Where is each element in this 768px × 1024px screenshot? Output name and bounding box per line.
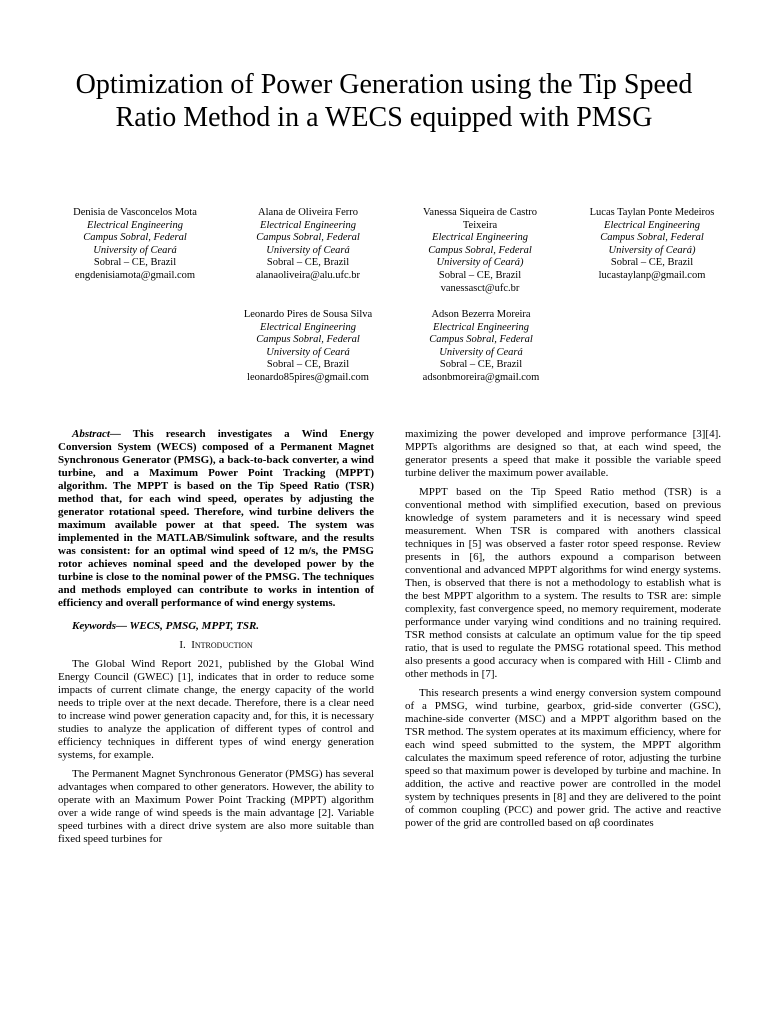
author-dept: Electrical Engineering	[432, 232, 528, 244]
paragraph: This research presents a wind energy conversion system compound of a PMSG, wind turbine, gearbox, grid-side converter (GSC), machine-side converter (MSC) and a MPPT algorithm based on the TSR method. The system operates at its maximum efficiency, where for each wind speed submitted to the system, the MPPT algorithm calculates the maximum speed reference of rotor, adjusting the turbine speed so that maximum power is developed by turbine and machine. In addition, the active and reactive power are controlled in the model system by techniques presents in [8] and they are delivered to the point of common coupling (PCC) and power grid. The active and reactive power of the grid are controlled based on αβ coordinates	[405, 687, 721, 829]
paragraph: The Permanent Magnet Synchronous Generator (PMSG) has several advantages when compared to other generators. However, the ability to operate with an Maximum Power Point Tracking (MPPT) algorithm over a wide range of wind speeds is the main advantage [2]. Variable speed turbines with a direct drive system are also more suitable than fixed speed turbines for	[58, 768, 374, 845]
author-block	[391, 207, 569, 295]
author-dept: Electrical Engineering	[87, 219, 183, 231]
left-column	[58, 428, 374, 852]
paragraph: MPPT based on the Tip Speed Ratio method (TSR) is a conventional method with simplified execution, based on previous knowledge of system parameters and it is necessary wind speed measurement. When TSR is compared with anothers classical techniques in [5] was observed a faster rotor speed response. Review presents in [6], the authors expound a comparison between conventional and advanced MPPT algorithms for wind energy systems. Then, is observed that there is not a methodology to establish what is the best MPPT algorithm to a system. The results to TSR are: simple complexity, fast convergence speed, no memory requirement, moderate performance under varying wind conditions and no training required. TSR method consists at calculate an optimum value for the tip speed ratio, that is used to regulate the PMSG rotational speed. This method also presents a good accuracy when is compared with Hill - Climb and other methods in [7].	[405, 486, 721, 680]
author-location: Sobral – CE, Brazil	[439, 359, 523, 371]
author-name: Lucas Taylan Ponte Medeiros	[589, 207, 715, 218]
author-campus: Campus Sobral, Federal	[256, 334, 360, 346]
section-number: I.	[179, 639, 186, 651]
author-block	[218, 207, 398, 283]
author-block	[391, 309, 571, 385]
author-email: adsonbmoreira@gmail.com	[422, 371, 540, 383]
author-location: Sobral – CE, Brazil	[93, 257, 177, 269]
author-dept: Electrical Engineering	[260, 321, 356, 333]
abstract	[58, 428, 374, 610]
author-campus: Campus Sobral, Federal	[429, 334, 533, 346]
author-university: University of Ceará)	[608, 244, 696, 256]
author-location: Sobral – CE, Brazil	[266, 257, 350, 269]
keywords: Keywords— WECS, PMSG, MPPT, TSR.	[72, 620, 260, 632]
author-email: lucastaylanp@gmail.com	[598, 269, 706, 281]
author-name: Leonardo Pires de Sousa Silva	[243, 309, 373, 320]
author-email: engdenisiamota@gmail.com	[74, 269, 196, 281]
author-dept: Electrical Engineering	[604, 219, 700, 231]
section-heading	[58, 639, 374, 652]
author-university: University of Ceará	[439, 346, 523, 358]
author-name: Alana de Oliveira Ferro	[257, 207, 358, 218]
author-dept: Electrical Engineering	[260, 219, 356, 231]
paper-title: Optimization of Power Generation using the Tip Speed Ratio Method in a WECS equipped with PMSG	[75, 69, 693, 133]
author-block	[45, 207, 225, 283]
author-university: University of Ceará)	[436, 257, 524, 269]
author-name: Denisia de Vasconcelos Mota	[73, 207, 197, 218]
paragraph: maximizing the power developed and improve performance [3][4]. MPPTs algorithms are designed so that, at each wind speed, the generator presents a speed that make it possible the variable speed turbine deliver the maximum power available.	[405, 428, 721, 479]
author-university: University of Ceará	[93, 244, 177, 256]
author-location: Sobral – CE, Brazil	[266, 359, 350, 371]
author-email: leonardo85pires@gmail.com	[247, 371, 369, 383]
author-block	[218, 309, 398, 385]
abstract-label: Abstract—	[72, 428, 121, 440]
author-email: alanaoliveira@alu.ufc.br	[255, 269, 361, 281]
author-campus: Campus Sobral, Federal	[428, 244, 532, 256]
author-block	[562, 207, 742, 283]
author-campus: Campus Sobral, Federal	[600, 232, 704, 244]
author-name: Adson Bezerra Moreira	[431, 309, 531, 320]
abstract-text: This research investigates a Wind Energy Conversion System (WECS) composed of a Permanent Magnet Synchronous Generator (PMSG), a back-to-back converter, a wind turbine, and a Maximum Power Point Tracking (MPPT) algorithm. The MPPT is based on the Tip Speed Ratio (TSR) method that, for each wind speed, operates by adjusting the generator rotational speed. Therefore, wind turbine delivers the maximum available power at that speed. The system was implemented in the MATLAB/Simulink software, and the results was consistent: for an optimal wind speed of 12 m/s, the PMSG rotor achieves nominal speed and the developed power by the turbine is close to the nominal power of the PMSG. The techniques and methods employed can contribute to works in intention of efficiency and overall performance of wind energy systems.	[58, 428, 374, 609]
author-location: Sobral – CE, Brazil	[610, 257, 694, 269]
author-university: University of Ceará	[266, 346, 350, 358]
author-campus: Campus Sobral, Federal	[256, 232, 360, 244]
author-email: vanessasct@ufc.br	[440, 282, 520, 294]
paragraph: The Global Wind Report 2021, published by the Global Wind Energy Council (GWEC) [1], indicates that in order to reduce some impacts of current climate change, the energy capacity of the world needs to triple over at the next decade. Therefore, there is a clear need to increase wind power generation capacity and, for this, it is necessary studies to analyze the application of different types of control and efficiency techniques in different types of wind energy generation systems, for example.	[58, 658, 374, 761]
right-column	[405, 428, 721, 836]
author-campus: Campus Sobral, Federal	[83, 232, 187, 244]
author-dept: Electrical Engineering	[433, 321, 529, 333]
section-title: Introduction	[191, 639, 253, 651]
author-university: University of Ceará	[266, 244, 350, 256]
author-location: Sobral – CE, Brazil	[438, 269, 522, 281]
author-name: Vanessa Siqueira de Castro Teixeira	[422, 207, 537, 231]
